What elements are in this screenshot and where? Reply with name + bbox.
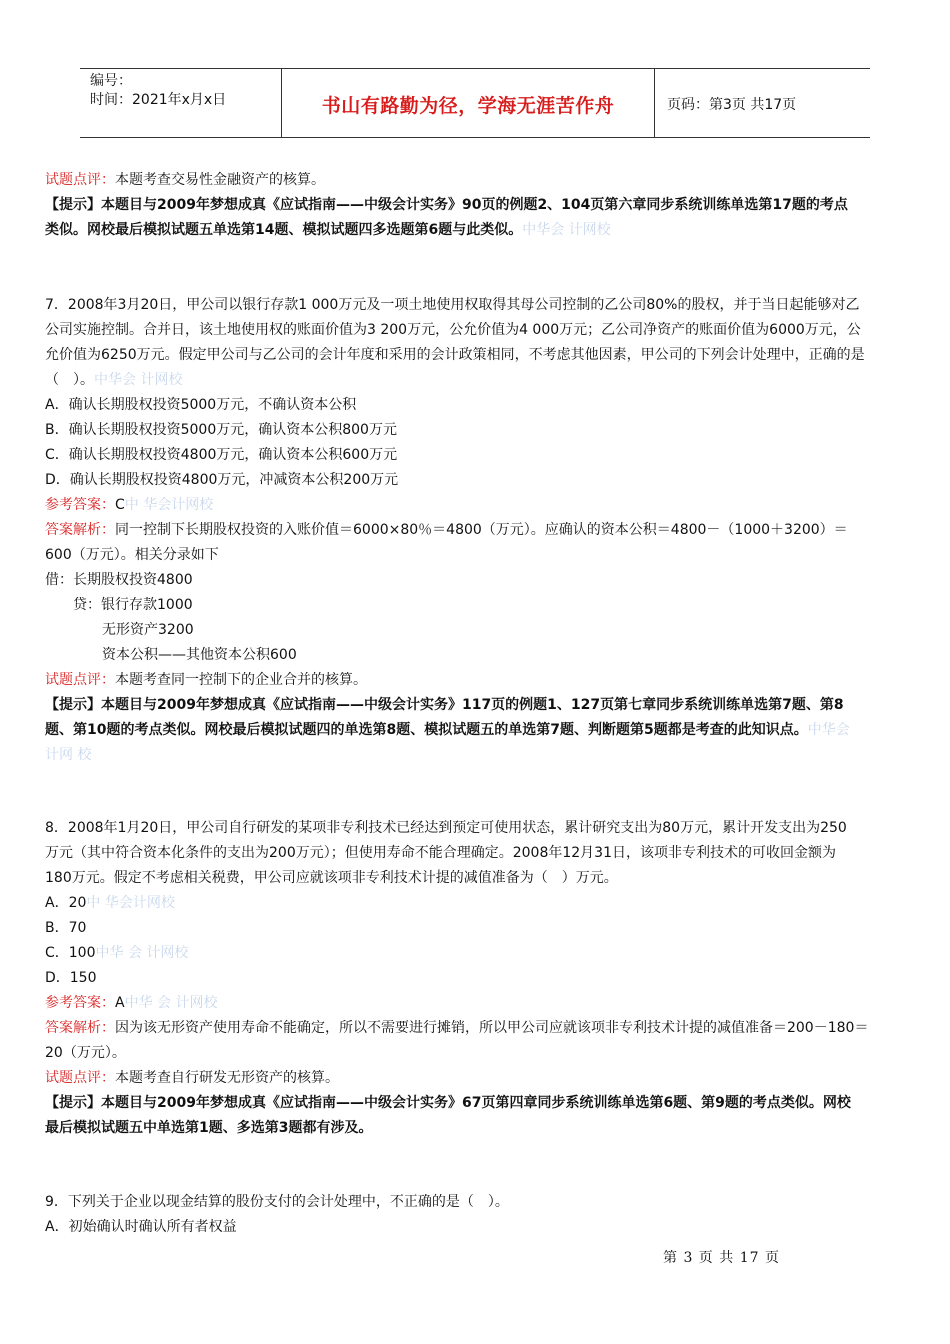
page-footer: 第 3 页 共 17 页 — [663, 1250, 780, 1266]
watermark-text: 中华会 计网校 — [522, 222, 611, 238]
q7-tip-line2-row — [45, 720, 850, 740]
q6-comment — [45, 170, 325, 190]
q7-option-c: C．确认长期股权投资4800万元，确认资本公积600万元 — [45, 447, 398, 463]
q8-analysis-line1: 因为该无形资产使用寿命不能确定，所以不需要进行摊销，所以甲公司应就该项非专利技术计提的减值准备＝200－180＝ — [115, 1020, 869, 1036]
time-label: 时间：2021年x月x日 — [90, 92, 227, 108]
q7-comment-text: 本题考查同一控制下的企业合并的核算。 — [115, 672, 367, 688]
serial-label: 编号： — [90, 73, 132, 89]
q6-comment-label: 试题点评： — [45, 172, 115, 188]
q7-entry-debit: 借：长期股权投资4800 — [45, 572, 193, 588]
header-pager: 页码：第3页 共17页 — [667, 97, 797, 113]
q8-option-c — [45, 943, 188, 963]
q7-analysis-label: 答案解析： — [45, 522, 115, 538]
q7-option-a: A．确认长期股权投资5000万元，不确认资本公积 — [45, 397, 357, 413]
q8-stem-line3: 180万元。假定不考虑相关税费，甲公司应就该项非专利技术计提的减值准备为（ ）万元。 — [45, 870, 618, 886]
q8-comment-text: 本题考查自行研发无形资产的核算。 — [115, 1070, 339, 1086]
header-motto: 书山有路勤为径，学海无涯苦作舟 — [321, 95, 615, 117]
q7-entry-credit1: 贷：银行存款1000 — [73, 597, 193, 613]
q6-tip-line2: 类似。网校最后模拟试题五单选第14题、模拟试题四多选题第6题与此类似。 — [45, 222, 523, 238]
watermark-text: 中华 会 计网校 — [124, 995, 218, 1011]
watermark-text: 中华 会 计网校 — [95, 945, 189, 961]
watermark-text: 计网 校 — [45, 747, 92, 763]
q7-analysis-line2: 600（万元）。相关分录如下 — [45, 547, 219, 563]
q7-answer-value: C — [115, 497, 125, 513]
q7-answer — [45, 495, 213, 515]
watermark-text: 中华会 — [807, 722, 850, 738]
q7-answer-label: 参考答案： — [45, 497, 115, 513]
q7-stem-line2: 公司实施控制。合并日，该土地使用权的账面价值为3 200万元，公允价值为4 000万元；乙公司净资产的账面价值为6000万元，公 — [45, 322, 861, 338]
q8-tip-line1: 【提示】本题目与2009年梦想成真《应试指南——中级会计实务》67页第四章同步系统训练单选第6题、第9题的考点类似。网校 — [45, 1095, 851, 1111]
q8-option-d: D．150 — [45, 970, 97, 986]
q6-tip-line2-row — [45, 220, 611, 240]
q7-analysis — [45, 520, 848, 540]
q7-option-b: B．确认长期股权投资5000万元，确认资本公积800万元 — [45, 422, 397, 438]
q8-option-c-text: C．100 — [45, 945, 96, 961]
q7-comment-label: 试题点评： — [45, 672, 115, 688]
q7-stem-line1: 7．2008年3月20日，甲公司以银行存款1 000万元及一项土地使用权取得其母公司控制的乙公司80%的股权，并于当日起能够对乙 — [45, 297, 860, 313]
header-right-cell — [655, 69, 870, 137]
q8-answer — [45, 993, 217, 1013]
q8-comment-label: 试题点评： — [45, 1070, 115, 1086]
q8-comment — [45, 1068, 339, 1088]
q8-option-a-text: A．20 — [45, 895, 87, 911]
watermark-text: 中 华会计网校 — [124, 497, 214, 513]
q8-answer-value: A — [115, 995, 125, 1011]
q7-entry-credit2: 无形资产3200 — [102, 622, 194, 638]
q8-option-a — [45, 893, 175, 913]
q7-comment — [45, 670, 367, 690]
q8-answer-label: 参考答案： — [45, 995, 115, 1011]
header-middle-cell — [282, 69, 655, 137]
watermark-text: 中华会 计网校 — [94, 372, 183, 388]
header-left-cell — [80, 69, 282, 137]
q7-entry-credit3: 资本公积——其他资本公积600 — [102, 647, 297, 663]
q7-tip-line1: 【提示】本题目与2009年梦想成真《应试指南——中级会计实务》117页的例题1、127页第七章同步系统训练单选第7题、第8 — [45, 697, 844, 713]
q9-stem: 9．下列关于企业以现金结算的股份支付的会计处理中，不正确的是（ ）。 — [45, 1194, 509, 1210]
q8-analysis-label: 答案解析： — [45, 1020, 115, 1036]
q7-stem-line3: 允价值为6250万元。假定甲公司与乙公司的会计年度和采用的会计政策相同，不考虑其他因素，甲公司的下列会计处理中，正确的是 — [45, 347, 865, 363]
q6-comment-text: 本题考查交易性金融资产的核算。 — [115, 172, 325, 188]
q7-option-d: D．确认长期股权投资4800万元，冲减资本公积200万元 — [45, 472, 399, 488]
q8-analysis-line2: 20（万元）。 — [45, 1045, 126, 1061]
q8-analysis — [45, 1018, 868, 1038]
q7-stem-line4-row — [45, 370, 182, 390]
q7-stem-line4: （ ）。 — [45, 372, 94, 388]
page-header — [80, 68, 870, 138]
q7-tip-line2: 题、第10题的考点类似。网校最后模拟试题四的单选第8题、模拟试题五的单选第7题、判断题第5题都是考查的此知识点。 — [45, 722, 808, 738]
q7-analysis-line1: 同一控制下长期股权投资的入账价值＝6000×80％＝4800（万元）。应确认的资本公积＝4800－（1000＋3200）＝ — [115, 522, 848, 538]
watermark-text: 中 华会计网校 — [86, 895, 175, 911]
q8-stem-line1: 8．2008年1月20日，甲公司自行研发的某项非专利技术已经达到预定可使用状态，累计研究支出为80万元，累计开发支出为250 — [45, 820, 847, 836]
q8-stem-line2: 万元（其中符合资本化条件的支出为200万元）；但使用寿命不能合理确定。2008年12月31日，该项非专利技术的可收回金额为 — [45, 845, 836, 861]
q8-tip-line2: 最后模拟试题五中单选第1题、多选第3题都有涉及。 — [45, 1120, 373, 1136]
q6-tip-line1: 【提示】本题目与2009年梦想成真《应试指南——中级会计实务》90页的例题2、104页第六章同步系统训练单选第17题的考点 — [45, 197, 848, 213]
q8-option-b: B．70 — [45, 920, 87, 936]
q9-option-a: A．初始确认时确认所有者权益 — [45, 1219, 237, 1235]
